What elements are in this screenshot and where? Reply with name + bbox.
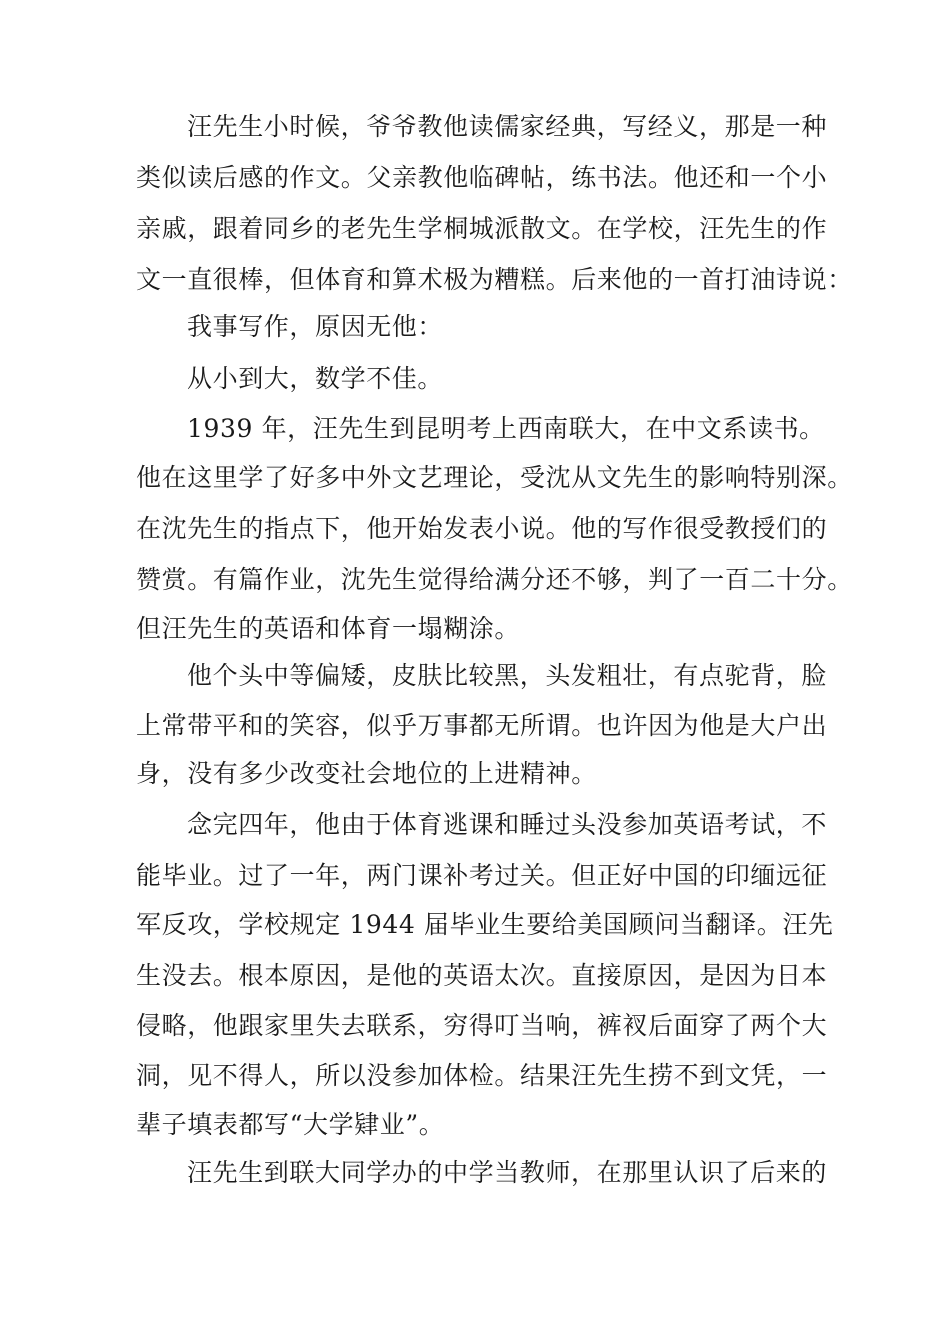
text-line: 洞，见不得人，所以没参加体检。结果汪先生捞不到文凭，一	[136, 1061, 828, 1090]
text-line: 军反攻，学校规定 1944 届毕业生要给美国顾问当翻译。汪先	[136, 910, 834, 939]
text-line: 汪先生小时候，爷爷教他读儒家经典，写经义，那是一种	[187, 112, 828, 141]
text-line: 上常带平和的笑容，似乎万事都无所谓。也许因为他是大户出	[136, 711, 828, 740]
text-line: 汪先生到联大同学办的中学当教师，在那里认识了后来的	[187, 1158, 828, 1187]
text-line: 他个头中等偏矮，皮肤比较黑，头发粗壮，有点驼背，脸	[187, 661, 828, 690]
text-line: 1939 年，汪先生到昆明考上西南联大，在中文系读书。	[187, 414, 825, 443]
text-line: 但汪先生的英语和体育一塌糊涂。	[136, 614, 521, 643]
text-line: 类似读后感的作文。父亲教他临碑帖，练书法。他还和一个小	[136, 163, 828, 192]
text-line: 念完四年，他由于体育逃课和睡过头没参加英语考试，不	[187, 810, 828, 839]
text-line: 侵略，他跟家里失去联系，穷得叮当响，裤衩后面穿了两个大	[136, 1011, 828, 1040]
text-line: 在沈先生的指点下，他开始发表小说。他的写作很受教授们的	[136, 514, 828, 543]
text-line: 文一直很棒，但体育和算术极为糟糕。后来他的一首打油诗说：	[136, 265, 853, 294]
text-line: 身，没有多少改变社会地位的上进精神。	[136, 759, 597, 788]
poem-line: 从小到大，数学不佳。	[187, 364, 444, 393]
poem-line: 我事写作，原因无他：	[187, 312, 444, 341]
text-line: 能毕业。过了一年，两门课补考过关。但正好中国的印缅远征	[136, 861, 828, 890]
text-line: 亲戚，跟着同乡的老先生学桐城派散文。在学校，汪先生的作	[136, 214, 828, 243]
text-line: 赞赏。有篇作业，沈先生觉得给满分还不够，判了一百二十分。	[136, 565, 853, 594]
text-line: 生没去。根本原因，是他的英语太次。直接原因，是因为日本	[136, 961, 828, 990]
text-line: 他在这里学了好多中外文艺理论，受沈从文先生的影响特别深。	[136, 463, 853, 492]
text-line: 辈子填表都写“大学肄业”。	[136, 1110, 445, 1139]
